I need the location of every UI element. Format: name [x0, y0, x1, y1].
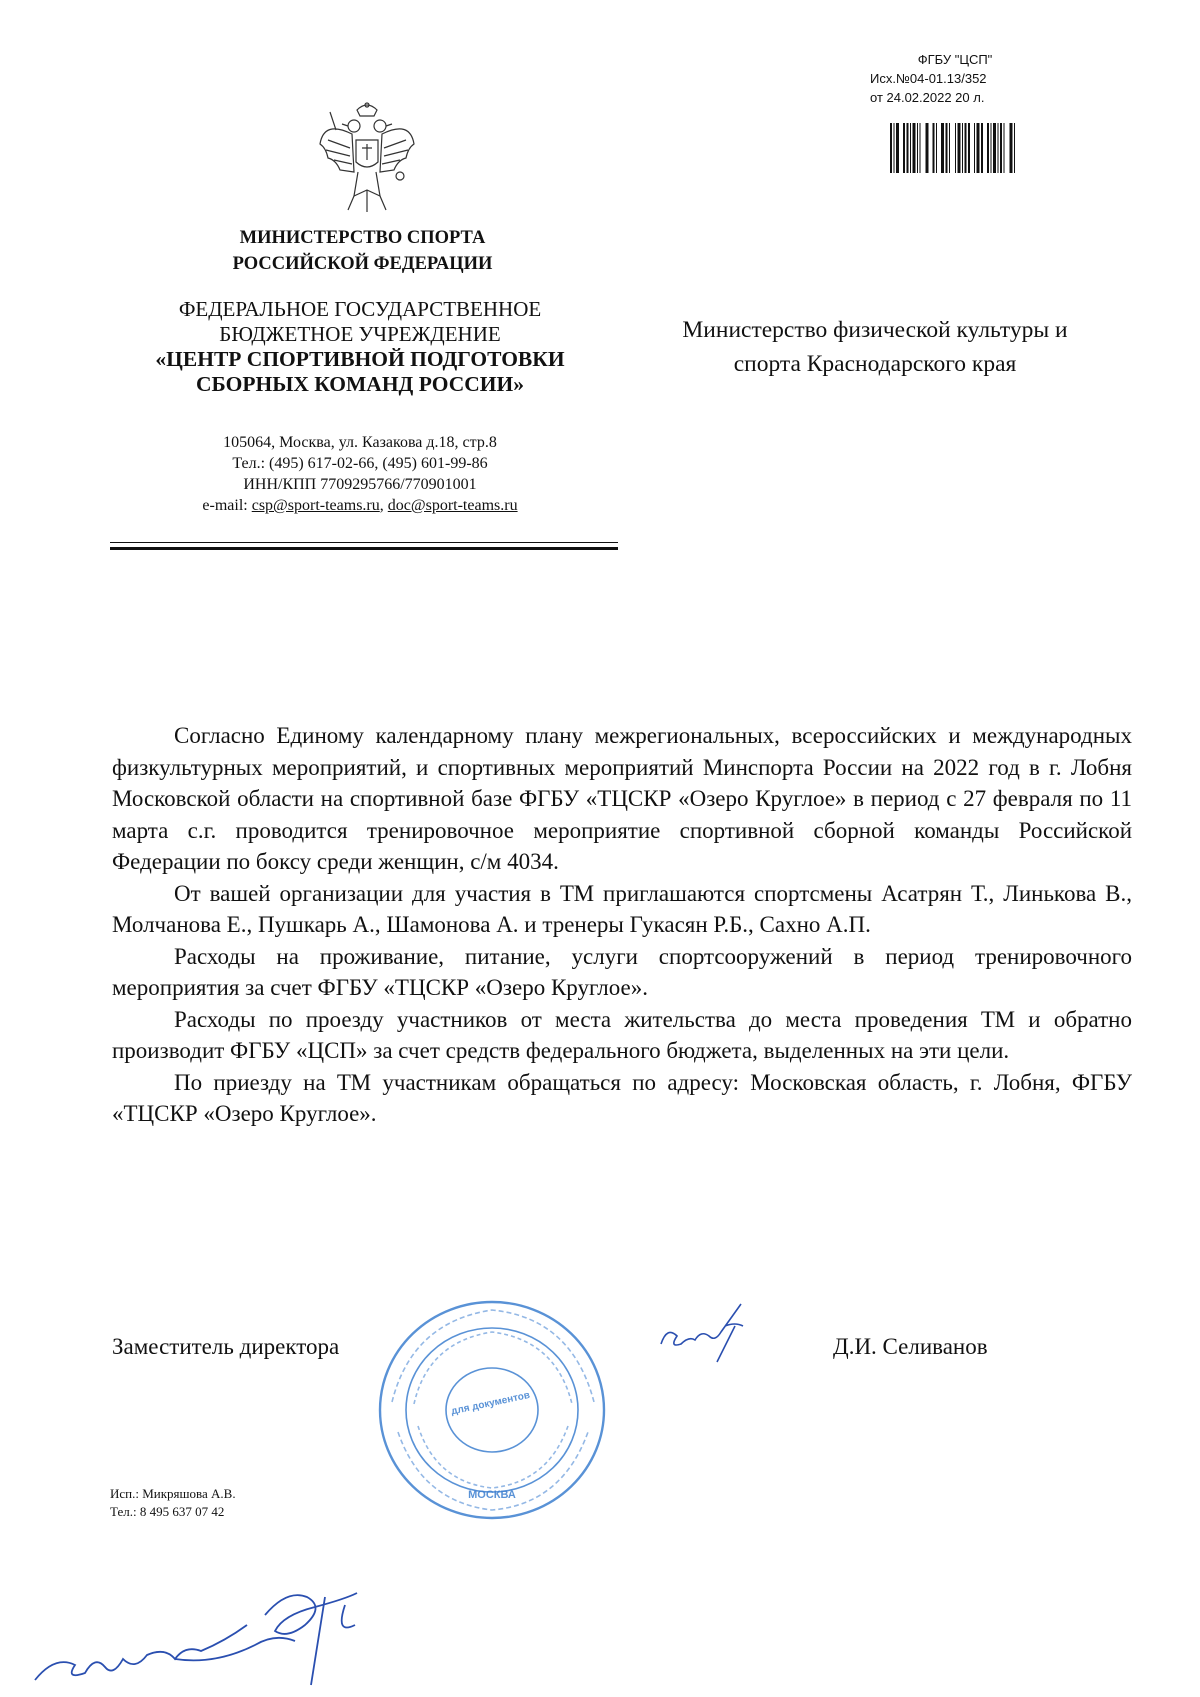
barcode-bar	[955, 123, 956, 173]
barcode-bar	[987, 123, 989, 173]
barcode-bar	[958, 123, 961, 173]
coat-of-arms-emblem	[314, 100, 420, 218]
addressee	[640, 313, 1110, 381]
barcode-bar	[968, 123, 970, 173]
barcode-bar	[1000, 123, 1002, 173]
org-phone: Тел.: (495) 617-02-66, (495) 601-99-86	[232, 455, 488, 472]
barcode-bar	[910, 123, 911, 173]
barcode-bar	[962, 123, 963, 173]
signatory-name: Д.И. Селиванов	[833, 1334, 988, 1359]
org-address: 105064, Москва, ул. Казакова д.18, стр.8	[223, 434, 497, 451]
barcode-bar	[896, 123, 899, 173]
org-line-2: БЮДЖЕТНОЕ УЧРЕЖДЕНИЕ	[219, 322, 501, 346]
paragraph-2: От вашей организации для участия в ТМ приглашаются спортсмены Асатрян Т., Линькова В., Молчанова Е., Пушкарь А., Шамонова А. и тренеры Гукасян Р.Б., Сахно А.П.	[112, 880, 1132, 937]
executor-info	[110, 1485, 236, 1521]
email-prefix: e-mail:	[202, 497, 252, 514]
barcode-bar	[936, 123, 937, 173]
header-rule-thick	[110, 547, 618, 550]
registration-org: ФГБУ "ЦСП"	[917, 52, 993, 67]
signatory-role: Заместитель директора	[112, 1334, 340, 1359]
organization-name	[120, 297, 600, 397]
barcode-bar	[991, 123, 992, 173]
organization-contacts	[150, 432, 570, 516]
barcode-bar	[917, 123, 918, 173]
paragraph-3: Расходы на проживание, питание, услуги спортсооружений в период тренировочного мероприятия за счет ФГБУ «ТЦСКР «Озеро Круглое».	[112, 943, 1132, 1000]
addressee-line-2: спорта Краснодарского края	[733, 351, 1017, 377]
stamp-center-text: для документов	[450, 1389, 532, 1418]
paragraph-4: Расходы по проезду участников от места жительства до места проведения ТМ и обратно производит ФГБУ «ЦСП» за счет средств федерального бюджета, выделенных на эти цели.	[112, 1006, 1132, 1063]
paragraph-5: По приезду на ТМ участникам обращаться по адресу: Московская область, г. Лобня, ФГБУ «ТЦСКР «Озеро Круглое».	[112, 1069, 1132, 1126]
barcode-bar	[1004, 123, 1005, 173]
email-link-1[interactable]: csp@sport-teams.ru	[251, 497, 380, 514]
barcode-bar	[1014, 123, 1015, 173]
registration-number: Исх.№04-01.13/352	[870, 71, 987, 86]
barcode-bar	[993, 123, 996, 173]
ministry-line-2: РОССИЙСКОЙ ФЕДЕРАЦИИ	[232, 254, 493, 274]
stamp-bottom-text: МОСКВА	[468, 1489, 516, 1501]
handwritten-initials	[25, 1585, 405, 1695]
barcode-bar	[933, 123, 935, 173]
ministry-header	[180, 225, 545, 277]
paragraph-1: Согласно Единому календарному плану межрегиональных, всероссийских и международных физкультурных мероприятий, и спортивных мероприятий Минспорта России на 2022 год в г. Лобня Московской области на спортивной базе ФГБУ «ТЦСКР «Озеро Круглое» в период с 27 февраля по 11 марта с.г. проводится тренировочное мероприятие спортивной сборной команды Российской Федерации по боксу среди женщин, с/м 4034.	[112, 723, 1132, 874]
barcode-bar	[903, 123, 905, 173]
header-rule-thin	[110, 542, 618, 543]
org-inn: ИНН/КПП 7709295766/770901001	[243, 476, 477, 493]
executor-name: Исп.: Микряшова А.В.	[110, 1486, 236, 1501]
barcode-bar	[974, 123, 975, 173]
barcode-bar	[913, 123, 916, 173]
barcode-bar	[998, 123, 999, 173]
email-separator: ,	[379, 497, 388, 514]
barcode-bar	[907, 123, 909, 173]
barcode-bar	[981, 123, 983, 173]
org-line-1: ФЕДЕРАЛЬНОЕ ГОСУДАРСТВЕННОЕ	[178, 297, 542, 321]
handwritten-signature	[655, 1296, 765, 1366]
executor-phone: Тел.: 8 495 637 07 42	[110, 1504, 225, 1519]
barcode-bar	[890, 123, 892, 173]
barcode	[890, 123, 1040, 173]
barcode-bar	[949, 123, 950, 173]
barcode-bar	[1010, 123, 1013, 173]
barcode-bar	[977, 123, 980, 173]
barcode-bar	[920, 123, 921, 173]
registration-date: от 24.02.2022 20 л.	[870, 90, 985, 105]
addressee-line-1: Министерство физической культуры и	[682, 317, 1068, 343]
registration-block	[870, 50, 1060, 107]
org-line-4: СБОРНЫХ КОМАНД РОССИИ»	[196, 372, 524, 396]
email-link-2[interactable]: doc@sport-teams.ru	[387, 497, 518, 514]
barcode-bar	[965, 123, 967, 173]
barcode-bar	[941, 123, 944, 173]
ministry-line-1: МИНИСТЕРСТВО СПОРТА	[239, 228, 486, 248]
barcode-bar	[926, 123, 929, 173]
letter-body	[112, 720, 1132, 1130]
barcode-bar	[894, 123, 895, 173]
official-stamp	[372, 1292, 612, 1527]
org-line-3: «ЦЕНТР СПОРТИВНОЙ ПОДГОТОВКИ	[155, 347, 565, 371]
barcode-bar	[946, 123, 948, 173]
org-email-line	[150, 495, 570, 516]
